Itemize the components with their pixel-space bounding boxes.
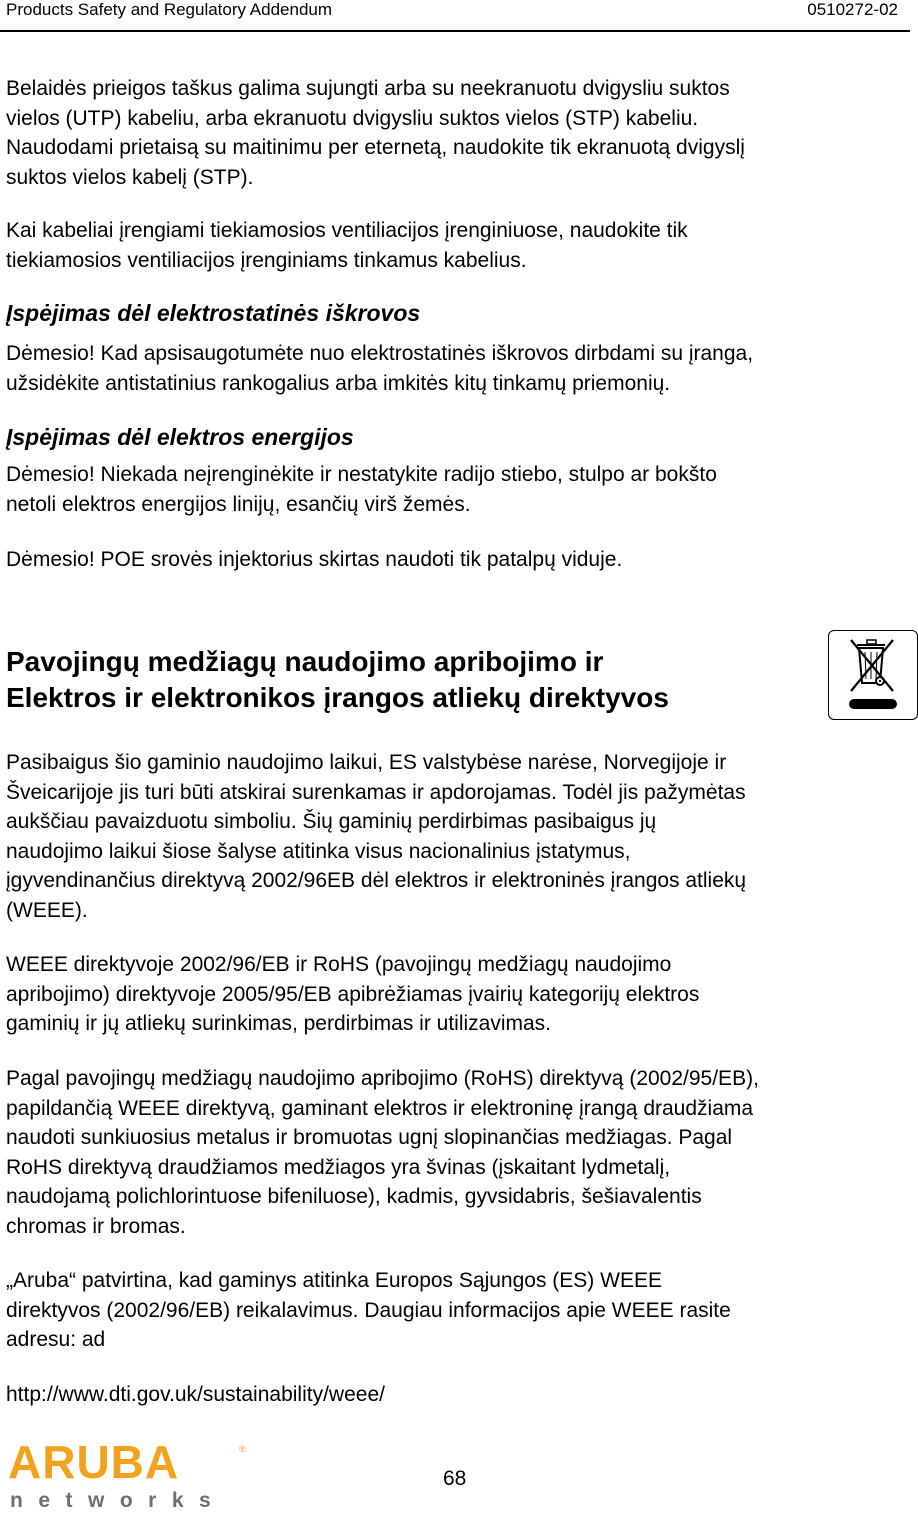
text-line: direktyvos (2002/96/EB) reikalavimus. Daugiau informacijos apie WEEE rasite bbox=[6, 1298, 731, 1322]
section-heading bbox=[6, 644, 669, 716]
logo-registered-mark: ® bbox=[239, 1444, 246, 1454]
text-line: suktos vielos kabelį (STP). bbox=[6, 165, 254, 189]
text-line: Kai kabeliai įrengiami tiekiamosios ventiliacijos įrenginiuose, naudokite tik bbox=[6, 219, 688, 242]
weee-bin-icon bbox=[828, 630, 918, 720]
text-line: naudoti sunkiuosius metalus ir bromuotas ugnį slopinančias medžiagas. Pagal bbox=[6, 1126, 733, 1149]
text-line: įgyvendinančius direktyvą 2002/96EB dėl elektros ir elektroninės įrangos atliekų bbox=[6, 869, 747, 892]
weee-link[interactable]: http://www.dti.gov.uk/sustainability/weee/ bbox=[6, 1383, 385, 1406]
text-line: „Aruba“ patvirtina, kad gaminys atitinka Europos Sąjungos (ES) WEEE bbox=[6, 1269, 662, 1292]
text-line: adresu: ad bbox=[6, 1328, 106, 1351]
text-line: papildančią WEEE direktyvą, gaminant elektros ir elektroninę įrangą draudžiama bbox=[6, 1096, 754, 1120]
aruba-networks-logo bbox=[6, 1440, 251, 1510]
text-line: Belaidės prieigos taškus galima sujungti arba su neekranuotu dvigysliu suktos bbox=[6, 77, 730, 100]
text-line: WEEE direktyvoje 2002/96/EB ir RoHS (pavojingų medžiagų naudojimo bbox=[6, 953, 672, 976]
header-title: Products Safety and Regulatory Addendum bbox=[6, 0, 333, 19]
text-line: apribojimo) direktyvoje 2005/95/EB apibrėžiamas įvairių kategorijų elektros bbox=[6, 982, 700, 1006]
heading-line: Elektros ir elektronikos įrangos atliekų direktyvos bbox=[6, 682, 669, 713]
logo-word: ARUBA bbox=[8, 1440, 180, 1488]
text-line: Pasibaigus šio gaminio naudojimo laikui, ES valstybėse narėse, Norvegijoje ir bbox=[6, 751, 727, 774]
text-line: Dėmesio! Kad apsisaugotumėte nuo elektrostatinės iškrovos dirbdami su įranga, bbox=[6, 342, 754, 365]
text-line: Pagal pavojingų medžiagų naudojimo apribojimo (RoHS) direktyvą (2002/95/EB), bbox=[6, 1067, 759, 1090]
text-line: Šveicarijoje jis turi būti atskirai surenkamas ir apdorojamas. Todėl jis pažymėtas bbox=[6, 780, 746, 804]
text-line: (WEEE). bbox=[6, 898, 88, 922]
text-line: gaminių ir jų atliekų surinkimas, perdirbimas ir utilizavimas. bbox=[6, 1012, 552, 1035]
text-line: Dėmesio! Niekada neįrenginėkite ir nestatykite radijo stiebo, stulpo ar bokšto bbox=[6, 463, 717, 486]
logo-subword: networks bbox=[10, 1489, 227, 1510]
text-line: užsidėkite antistatinius rankogalius arba imkitės kitų tinkamų priemonių. bbox=[6, 371, 671, 395]
subheading-esd: Įspėjimas dėl elektrostatinės iškrovos bbox=[6, 300, 421, 326]
subheading-power: Įspėjimas dėl elektros energijos bbox=[6, 424, 354, 450]
heading-line: Pavojingų medžiagų naudojimo apribojimo ir bbox=[6, 646, 604, 677]
text-line: tiekiamosios ventiliacijos įrenginiams tinkamus kabelius. bbox=[6, 248, 527, 272]
text-line: Naudodami prietaisą su maitinimu per eternetą, naudokite tik ekranuotą dvigyslį bbox=[6, 136, 745, 159]
header-doc-number: 0510272-02 bbox=[807, 0, 898, 19]
header-rule bbox=[0, 30, 910, 32]
text-line: chromas ir bromas. bbox=[6, 1214, 186, 1238]
text-line: naudojimo laikui šiose šalyse atitinka visus nacionalinius įstatymus, bbox=[6, 839, 631, 863]
text-line: RoHS direktyvą draudžiamos medžiagos yra švinas (įskaitant lydmetalį, bbox=[6, 1155, 671, 1179]
text-line: Dėmesio! POE srovės injektorius skirtas naudoti tik patalpų viduje. bbox=[6, 548, 623, 571]
text-line: naudojamą polichlorintuose bifeniluose), kadmis, gyvsidabris, šešiavalentis bbox=[6, 1185, 702, 1208]
text-line: vielos (UTP) kabeliu, arba ekranuotu dvigysliu suktos vielos (STP) kabeliu. bbox=[6, 106, 699, 130]
text-line: aukščiau pavaizduotu simboliu. Šių gaminių perdirbimas pasibaigus jų bbox=[6, 810, 657, 833]
page-number: 68 bbox=[443, 1467, 467, 1490]
text-line: netoli elektros energijos linijų, esančių virš žemės. bbox=[6, 492, 471, 516]
